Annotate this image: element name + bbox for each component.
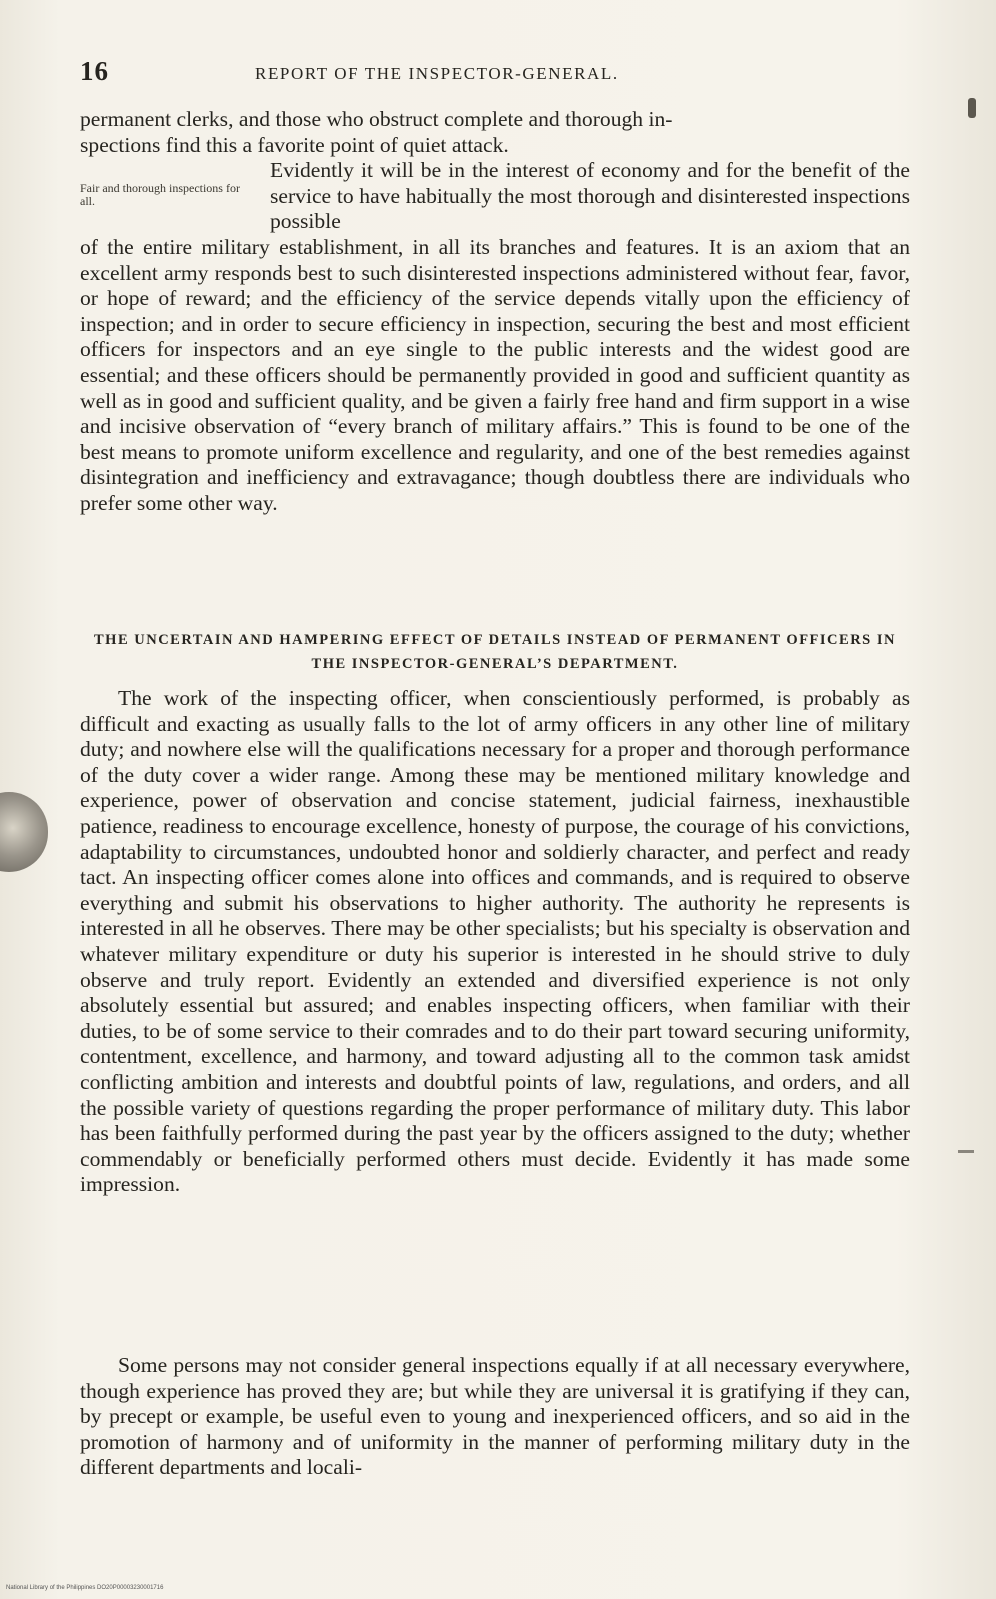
page-header xyxy=(80,56,910,96)
paragraph-2-indented: Evidently it will be in the interest of economy and for the benefit of the service to have habitually the most thorough and disinterested inspections possible xyxy=(270,158,910,234)
paragraph-2: of the entire military establishment, in all its branches and features. It is an axiom that an excellent army responds best to such disinterested inspections administered without fear, favor, or hope of reward; and the efficiency of the service depends vitally upon the efficiency of inspection; and in order to secure efficiency in inspection, securing the best and most efficient officers for inspectors and an eye single to the public interests and the widest good are essential; and these officers should be permanently provided in good and sufficient quantity as well as in good and sufficient quality, and be given a fairly free hand and firm support in a wise and incisive observation of “every branch of military affairs.” This is found to be one of the best means to promote uniform excellence and regularity, and one of the best remedies against disintegration and inefficiency and extravagance; though doubtless there are individuals who prefer some other way. xyxy=(80,235,910,515)
page-edge-mark xyxy=(968,98,976,118)
scanner-thumb xyxy=(0,792,48,872)
margin-note: Fair and thorough inspections for all. xyxy=(80,181,240,208)
paragraph-4: Some persons may not consider general inspections equally if at all necessary everywhere, though experience has proved they are; but while they are universal it is gratifying if they can, by precept or example, be useful even to young and inexperienced officers, and so aid in the promotion of harmony and of uniformity in the manner of performing military duty in the different departments and locali- xyxy=(80,1353,910,1480)
paragraph-3: The work of the inspecting officer, when conscientiously performed, is probably as difficult and exacting as usually falls to the lot of army officers in any other line of military duty; and nowhere else will the qualifications necessary for a proper and thorough performance of the duty cover a wider range. Among these may be mentioned military knowledge and experience, power of observation and concise statement, judicial fairness, inexhaustible patience, readiness to encourage excellence, honesty of purpose, the courage of his convictions, adaptability to circumstances, undoubted honor and soldierly character, and perfect and ready tact. An inspecting officer comes alone into offices and commands, and is required to observe everything and submit his observations to higher authority. The authority he represents is interested in all he observes. There may be other specialists; but his specialty is observation and whatever military expenditure or duty his superior is interested in he should strive to duly observe and truly report. Evidently an extended and diversified experience is not only absolutely essential but assured; and enables inspecting officers, when familiar with their duties, to be of some service to their comrades and to do their part toward securing uniformity, contentment, excellence, and harmony, and toward adjusting all to the common task amidst conflicting ambition and interests and doubtful points of law, regulations, and orders, and all the possible variety of questions regarding the proper performance of military duty. This labor has been faithfully performed during the past year by the officers assigned to the duty; whether commendably or beneficially performed others must decide. Evidently it has made some impression. xyxy=(80,686,910,1197)
paragraph-1-line-1: permanent clerks, and those who obstruct complete and thorough in- xyxy=(80,107,673,131)
paragraph-1-line-2: spections find this a favorite point of quiet attack. xyxy=(80,132,509,157)
section-heading: THE UNCERTAIN AND HAMPERING EFFECT OF DETAILS INSTEAD OF PERMANENT OFFICERS IN THE INSPECTOR-GENERAL’S DEPARTMENT. xyxy=(94,632,896,672)
running-title: REPORT OF THE INSPECTOR-GENERAL. xyxy=(255,64,619,83)
page-edge-mark-lower xyxy=(958,1150,974,1153)
paragraph-1 xyxy=(80,107,910,158)
page-number: 16 xyxy=(80,56,109,86)
library-footer: National Library of the Philippines DO20P00003230001716 xyxy=(6,1585,164,1591)
